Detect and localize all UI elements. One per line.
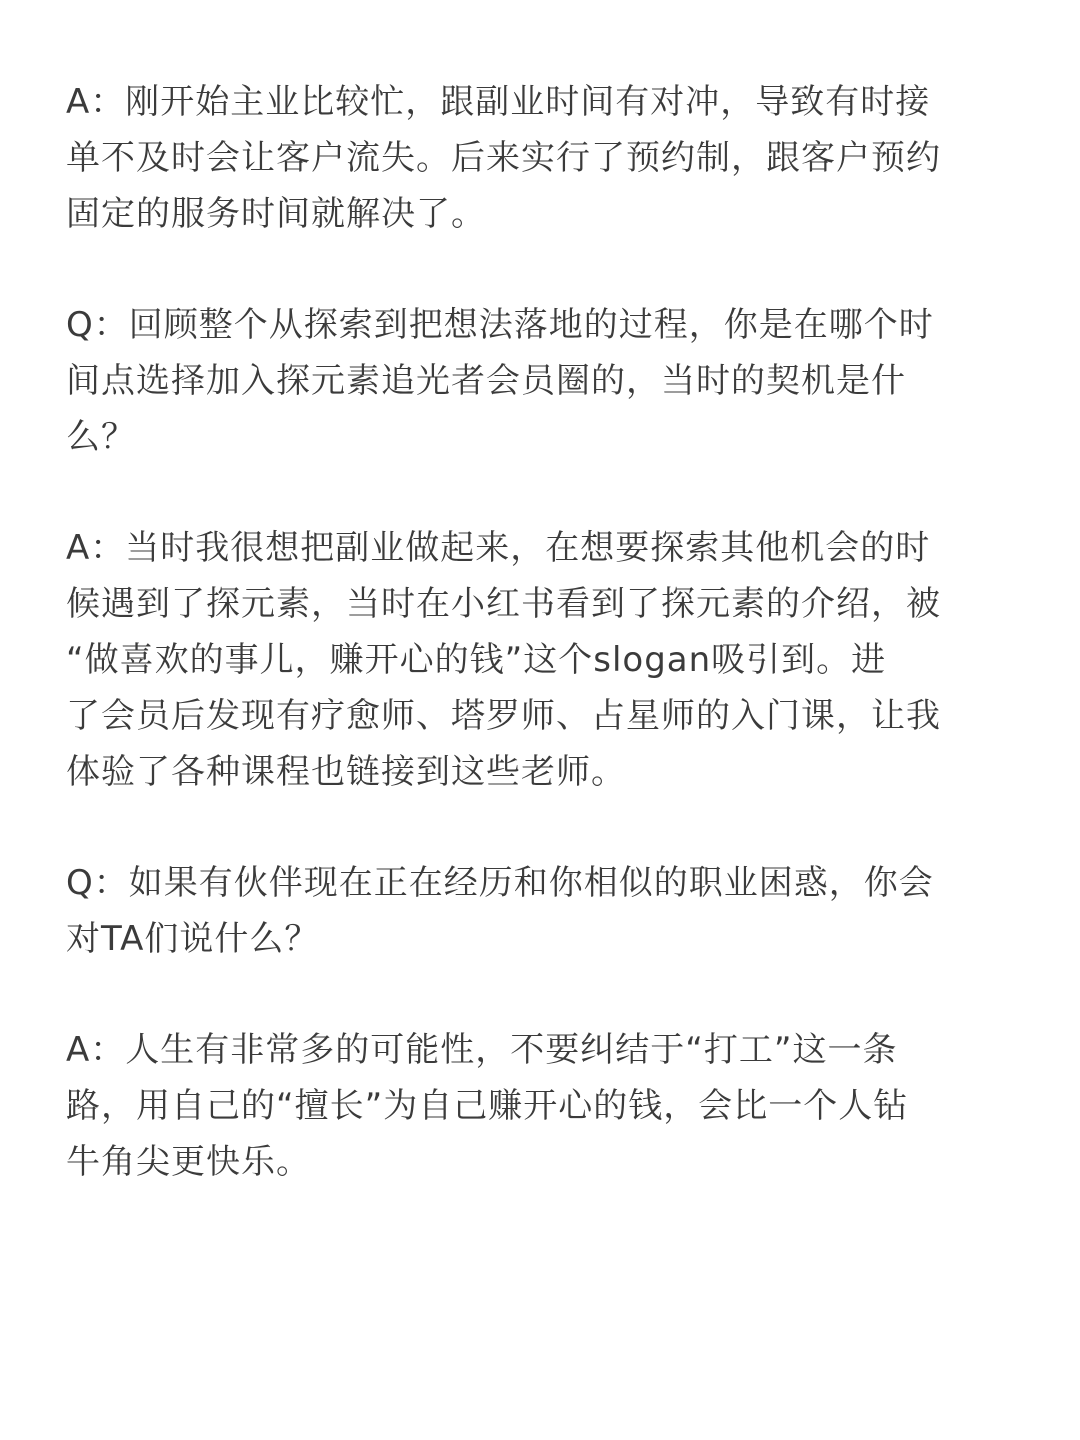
answer-line: 固定的服务时间就解决了。	[66, 194, 486, 234]
answer-line: A：当时我很想把副业做起来，在想要探索其他机会的时	[66, 528, 931, 568]
answer-block-2	[66, 520, 1018, 800]
answer-block-1	[66, 74, 1018, 242]
question-line: Q：如果有伙伴现在正在经历和你相似的职业困惑，你会	[66, 863, 934, 903]
question-line: Q：回顾整个从探索到把想法落地的过程，你是在哪个时	[66, 305, 934, 345]
answer-line: 单不及时会让客户流失。后来实行了预约制，跟客户预约	[66, 138, 941, 178]
answer-line: 候遇到了探元素，当时在小红书看到了探元素的介绍，被	[66, 584, 941, 624]
answer-line: 牛角尖更快乐。	[66, 1142, 311, 1182]
question-block-2	[66, 855, 1018, 967]
answer-line: 路，用自己的“擅长”为自己赚开心的钱，会比一个人钻	[66, 1086, 909, 1126]
answer-line: 了会员后发现有疗愈师、塔罗师、占星师的入门课，让我	[66, 696, 941, 736]
answer-line: A：人生有非常多的可能性，不要纠结于“打工”这一条	[66, 1030, 898, 1070]
answer-line: 体验了各种课程也链接到这些老师。	[66, 752, 626, 792]
question-line: 么？	[66, 417, 136, 457]
question-line: 间点选择加入探元素追光者会员圈的，当时的契机是什	[66, 361, 906, 401]
answer-line: A：刚开始主业比较忙，跟副业时间有对冲，导致有时接	[66, 82, 931, 122]
question-line: 对TA们说什么？	[66, 919, 320, 959]
answer-block-3	[66, 1022, 1018, 1190]
question-block-1	[66, 297, 1018, 465]
answer-line: “做喜欢的事儿，赚开心的钱”这个slogan吸引到。进	[66, 640, 887, 680]
